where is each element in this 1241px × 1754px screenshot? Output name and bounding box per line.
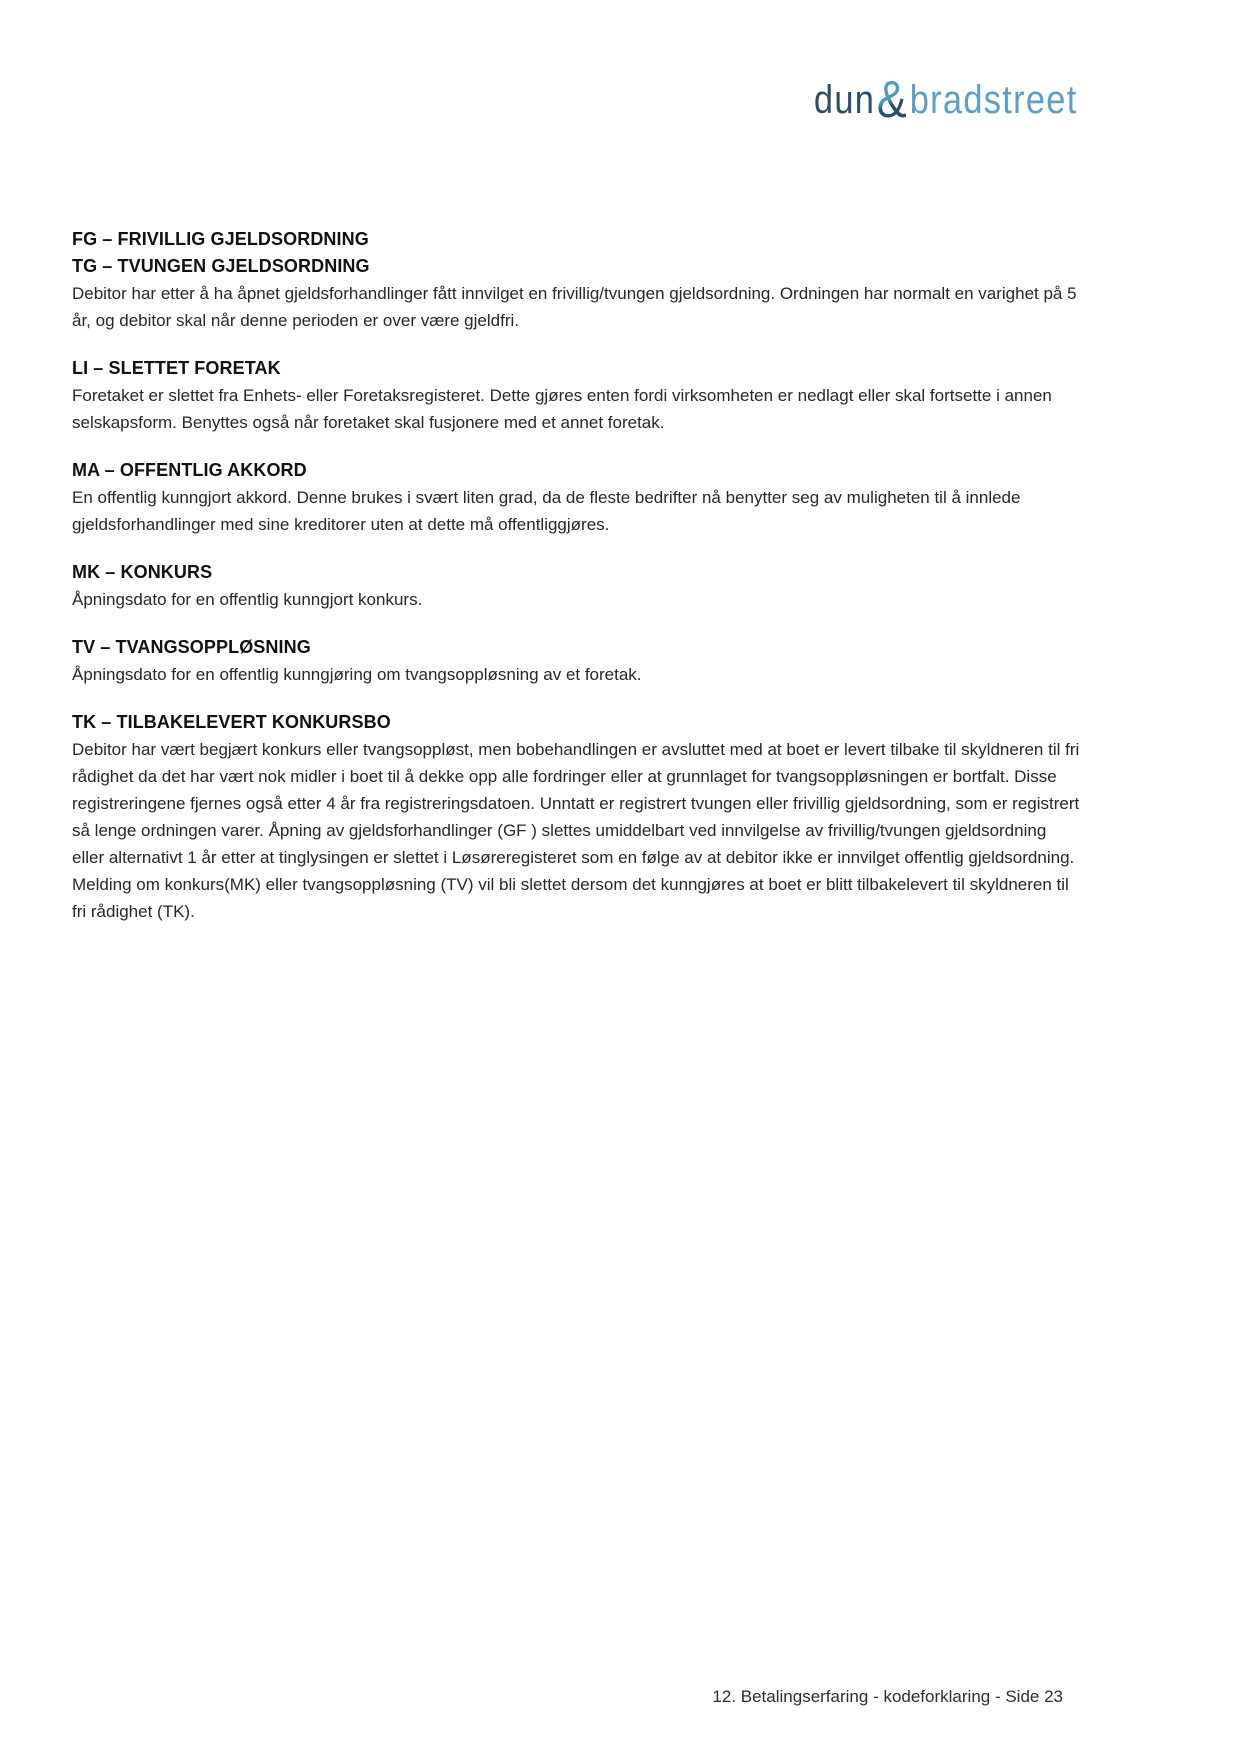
- section-heading: TV – TVANGSOPPLØSNING: [72, 637, 311, 657]
- section-headings: [72, 559, 1080, 586]
- dun-bradstreet-logo: [814, 70, 1078, 129]
- section-body: Åpningsdato for en offentlig kunngjøring om tvangsoppløsning av et foretak.: [72, 665, 642, 684]
- section-heading: FG – FRIVILLIG GJELDSORDNING: [72, 229, 369, 249]
- code-section: [72, 559, 1080, 613]
- section-heading: MK – KONKURS: [72, 562, 213, 582]
- section-headings: [72, 355, 1080, 382]
- logo-text-bradstreet: bradstreet: [910, 78, 1078, 122]
- page-footer: 12. Betalingserfaring - kodeforklaring - Side 23: [712, 1687, 1063, 1706]
- section-heading: MA – OFFENTLIG AKKORD: [72, 460, 307, 480]
- section-body: Debitor har vært begjært konkurs eller tvangsoppløst, men bobehandlingen er avsluttet med at boet er levert tilbake til skyldneren til fri rådighet da det har vært nok midler i boet til å dekke opp alle fordringer eller at grunnlaget for tvangsoppløsningen er bortfalt. Disse registreringene fjernes også etter 4 år fra registreringsdatoen. Unntatt er registrert tvungen eller frivillig gjeldsordning, som er registrert så lenge ordningen varer. Åpning av gjeldsforhandlinger (GF ) slettes umiddelbart ved innvilgelse av frivillig/tvungen gjeldsordning eller alternativt 1 år etter at tinglysingen er slettet i Løsøreregisteret som en følge av at debitor ikke er innvilget offentlig gjeldsordning. Melding om konkurs(MK) eller tvangsoppløsning (TV) vil bli slettet dersom det kunngjøres at boet er blitt tilbakelevert til skyldneren til fri rådighet (TK).: [72, 740, 1080, 921]
- sections: [72, 226, 1080, 946]
- section-headings: [72, 226, 1080, 280]
- code-section: [72, 709, 1080, 925]
- section-body: Åpningsdato for en offentlig kunngjort konkurs.: [72, 590, 423, 609]
- code-section: [72, 226, 1080, 334]
- section-heading: TK – TILBAKELEVERT KONKURSBO: [72, 712, 391, 732]
- code-section: [72, 457, 1080, 538]
- section-headings: [72, 709, 1080, 736]
- ampersand-icon: &: [877, 71, 909, 129]
- code-section: [72, 355, 1080, 436]
- section-headings: [72, 457, 1080, 484]
- section-body: Debitor har etter å ha åpnet gjeldsforhandlinger fått innvilget en frivillig/tvungen gjeldsordning. Ordningen har normalt en varighet på 5 år, og debitor skal når denne perioden er over være gjeldfri.: [72, 284, 1077, 330]
- logo-text-dun: dun: [814, 78, 876, 122]
- section-heading: TG – TVUNGEN GJELDSORDNING: [72, 256, 370, 276]
- section-heading: LI – SLETTET FORETAK: [72, 358, 281, 378]
- section-body: En offentlig kunngjort akkord. Denne brukes i svært liten grad, da de fleste bedrifter nå benytter seg av muligheten til å innlede gjeldsforhandlinger med sine kreditorer uten at dette må offentliggjøres.: [72, 488, 1021, 534]
- section-body: Foretaket er slettet fra Enhets- eller Foretaksregisteret. Dette gjøres enten fordi virksomheten er nedlagt eller skal fortsette i annen selskapsform. Benyttes også når foretaket skal fusjonere med et annet foretak.: [72, 386, 1052, 432]
- section-headings: [72, 634, 1080, 661]
- code-section: [72, 634, 1080, 688]
